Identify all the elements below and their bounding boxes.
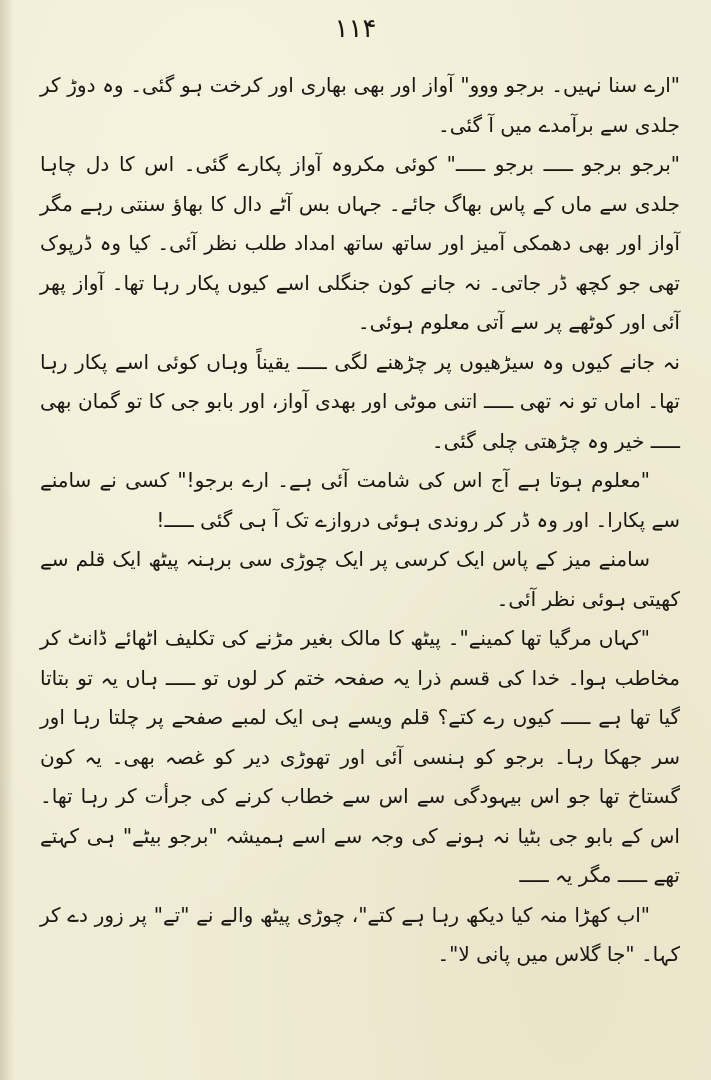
paragraph: "معلوم ہوتا ہے آج اس کی شامت آئی ہے۔ ارے برجو!" کسی نے سامنے سے پکارا۔ اور وہ ڈر کر روندی ہوئی دروازے تک آ ہی گئی ـــــ! — [40, 468, 680, 532]
page-number: ۱۱۴ — [334, 14, 377, 44]
page-gutter-shadow — [0, 0, 14, 1080]
paragraph: "اب کھڑا منہ کیا دیکھ رہا ہے کتے"، چوڑی پیٹھ والے نے "تے" پر زور دے کر کہا۔ "جا گلاس میں پانی لا"۔ — [40, 902, 680, 966]
paragraph: "کہاں مرگیا تھا کمینے"۔ پیٹھ کا مالک بغیر مڑنے کی تکلیف اٹھائے ڈانٹ کر مخاطب ہوا۔ خدا کی قسم ذرا یہ صفحہ ختم کر لوں تو ـــــ ہاں یہ تو بتاتا گیا تھا ہے ـــــ کیوں رے کتے؟ قلم ویسے ہی ایک لمبے صفحے پر چلتا رہا اور سر جھکا رہا۔ برجو کو ہنسی آئی اور تھوڑی دیر کو غصہ بھی۔ یہ کون گستاخ تھا جو اس بیہودگی سے اس سے خطاب کرنے کی جرأت کر رہا تھا۔ اس کے بابو جی بٹیا نہ ہونے کی وجہ سے اسے ہمیشہ "برجو بیٹے" ہی کہتے تھے ـــــ مگر یہ ـــــ — [40, 626, 680, 887]
paragraph: "ارے سنا نہیں۔ برجو ووو" آواز اور بھی بھاری اور کرخت ہو گئی۔ وہ دوڑ کر جلدی سے برآمدے میں آ گئی۔ — [40, 73, 680, 137]
paragraph: "برجو برجو ـــــ برجو ـــــ" کوئی مکروہ آواز پکارے گئی۔ اس کا دل چاہا جلدی سے ماں کے پاس بھاگ جائے۔ جہاں بس آٹے دال کا بھاؤ سنتی رہے مگر آواز اور بھی دھمکی آمیز اور ساتھ ساتھ امداد طلب نظر آئی۔ کیا وہ ڈرپوک تھی جو کچھ ڈر جاتی۔ نہ جانے کون جنگلی اسے کیوں پکار رہا تھا۔ آواز پھر آئی اور کوٹھے پر سے آتی معلوم ہوئی۔ — [40, 152, 680, 334]
page-body — [40, 66, 680, 975]
paragraph: نہ جانے کیوں وہ سیڑھیوں پر چڑھنے لگی ـــــ یقیناً وہاں کوئی اسے پکار رہا تھا۔ اماں تو نہ تھی ـــــ اتنی موٹی اور بھدی آواز، اور بابو جی کا تو گمان بھی ـــــ خیر وہ چڑھتی چلی گئی۔ — [40, 349, 680, 453]
paragraph: سامنے میز کے پاس ایک کرسی پر ایک چوڑی سی برہنہ پیٹھ ایک قلم سے کھیتی ہوئی نظر آئی۔ — [40, 547, 680, 611]
